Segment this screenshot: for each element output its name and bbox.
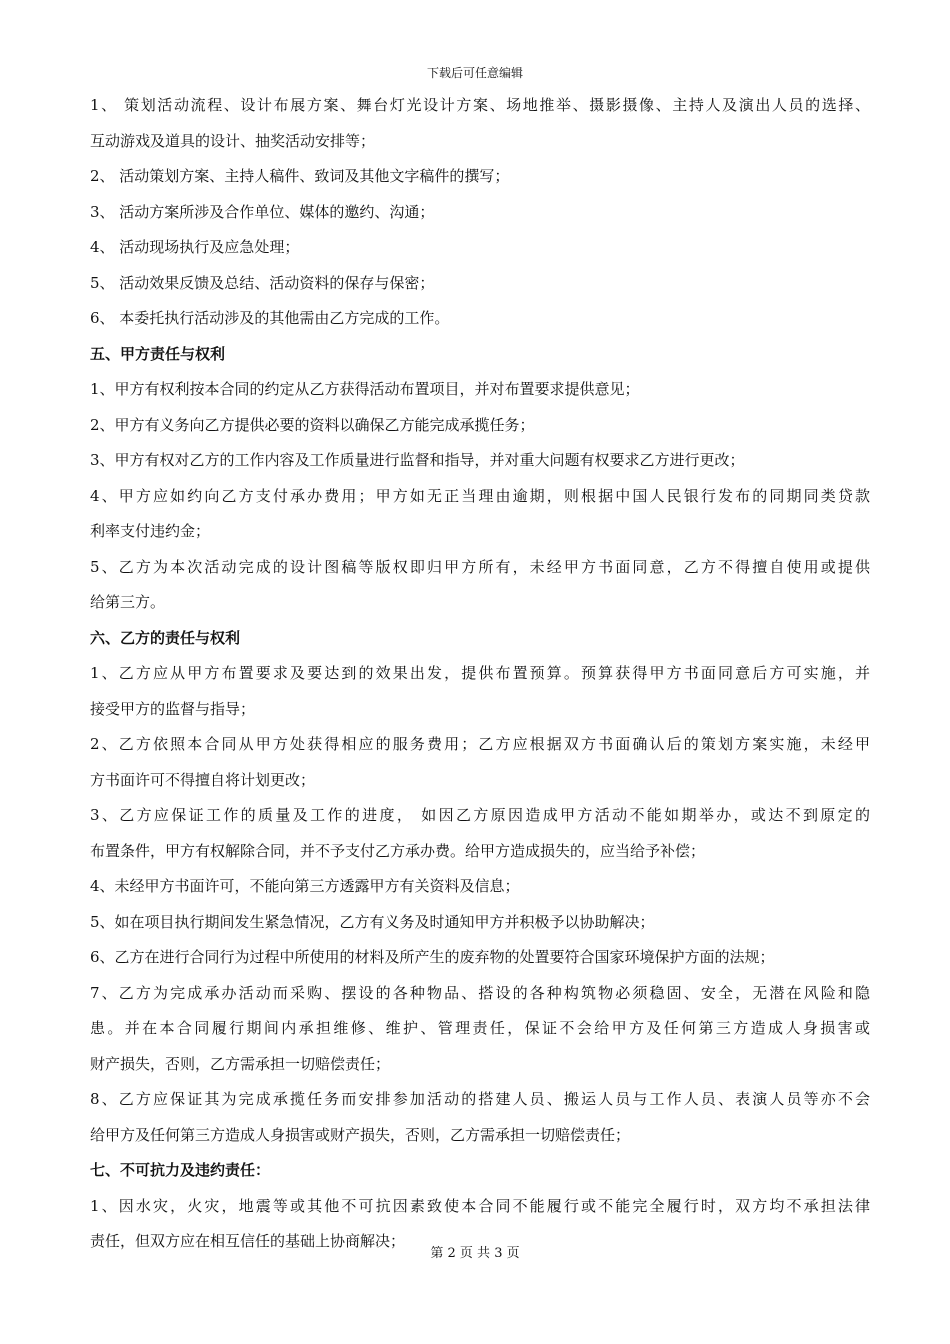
- paragraph-line: 2、乙方依照本合同从甲方处获得相应的服务费用；乙方应根据双方书面确认后的策划方案实施，未经甲: [90, 735, 870, 753]
- paragraph-line: 方书面许可不得擅自将计划更改；: [90, 770, 316, 789]
- paragraph-line: 患。并在本合同履行期间内承担维修、维护、管理责任，保证不会给甲方及任何第三方造成人身损害或: [90, 1019, 870, 1037]
- paragraph-line: 2、甲方有义务向乙方提供必要的资料以确保乙方能完成承揽任务；: [90, 415, 535, 434]
- paragraph-line: 3、甲方有权对乙方的工作内容及工作质量进行监督和指导，并对重大问题有权要求乙方进行更改；: [90, 451, 745, 469]
- section-heading: 六、乙方的责任与权利: [90, 628, 241, 647]
- paragraph-line: 3、乙方应保证工作的质量及工作的进度， 如因乙方原因造成甲方活动不能如期举办，或达不到原定的: [90, 806, 870, 824]
- paragraph-line: 利率支付违约金；: [90, 522, 211, 540]
- paragraph-line: 6、 本委托执行活动涉及的其他需由乙方完成的工作。: [90, 309, 450, 327]
- paragraph-line: 4、 活动现场执行及应急处理；: [90, 238, 300, 256]
- paragraph-line: 给第三方。: [90, 593, 166, 611]
- paragraph-line: 1、因水灾，火灾，地震等或其他不可抗因素致使本合同不能履行或不能完全履行时，双方均不承担法律: [90, 1196, 870, 1215]
- paragraph-line: 4、甲方应如约向乙方支付承办费用；甲方如无正当理由逾期，则根据中国人民银行发布的同期同类贷款: [90, 486, 870, 505]
- paragraph-line: 接受甲方的监督与指导；: [90, 699, 256, 718]
- paragraph-line: 5、如在项目执行期间发生紧急情况，乙方有义务及时通知甲方并积极予以协助解决；: [90, 912, 655, 931]
- paragraph-line: 1、乙方应从甲方布置要求及要达到的效果出发，提供布置预算。预算获得甲方书面同意后方可实施，并: [90, 664, 870, 682]
- paragraph-line: 财产损失，否则，乙方需承担一切赔偿责任；: [90, 1054, 391, 1073]
- paragraph-line: 8、乙方应保证其为完成承揽任务而安排参加活动的搭建人员、搬运人员与工作人员、表演人员等亦不会: [90, 1090, 870, 1108]
- paragraph-line: 1、甲方有权利按本合同的约定从乙方获得活动布置项目，并对布置要求提供意见；: [90, 380, 640, 398]
- paragraph-line: 责任，但双方应在相互信任的基础上协商解决；: [90, 1232, 406, 1250]
- paragraph-line: 布置条件，甲方有权解除合同，并不予支付乙方承办费。给甲方造成损失的，应当给予补偿；: [90, 841, 706, 860]
- paragraph-line: 5、 活动效果反馈及总结、活动资料的保存与保密；: [90, 273, 435, 292]
- paragraph-line: 3、 活动方案所涉及合作单位、媒体的邀约、沟通；: [90, 202, 435, 221]
- document-body: [90, 88, 870, 1260]
- page-footer: 第 2 页 共 3 页: [430, 1246, 520, 1261]
- paragraph-line: 4、未经甲方书面许可，不能向第三方透露甲方有关资料及信息；: [90, 877, 520, 895]
- paragraph-line: 6、乙方在进行合同行为过程中所使用的材料及所产生的废弃物的处置要符合国家环境保护方面的法规；: [90, 948, 775, 966]
- paragraph-line: 7、乙方为完成承办活动而采购、摆设的各种物品、搭设的各种构筑物必须稳固、安全，无潜在风险和隐: [90, 983, 870, 1002]
- section-heading: 七、不可抗力及违约责任：: [90, 1161, 271, 1179]
- paragraph-line: 互动游戏及道具的设计、抽奖活动安排等；: [90, 131, 376, 150]
- paragraph-line: 给甲方及任何第三方造成人身损害或财产损失，否则，乙方需承担一切赔偿责任；: [90, 1125, 631, 1144]
- section-heading: 五、甲方责任与权利: [90, 344, 226, 363]
- page-header: 下载后可任意编辑: [426, 66, 523, 80]
- paragraph-line: 5、乙方为本次活动完成的设计图稿等版权即归甲方所有，未经甲方书面同意，乙方不得擅自使用或提供: [90, 557, 870, 576]
- paragraph-line: 1、 策划活动流程、设计布展方案、舞台灯光设计方案、场地推举、摄影摄像、主持人及演出人员的选择、: [90, 96, 870, 114]
- paragraph-line: 2、 活动策划方案、主持人稿件、致词及其他文字稿件的撰写；: [90, 167, 510, 185]
